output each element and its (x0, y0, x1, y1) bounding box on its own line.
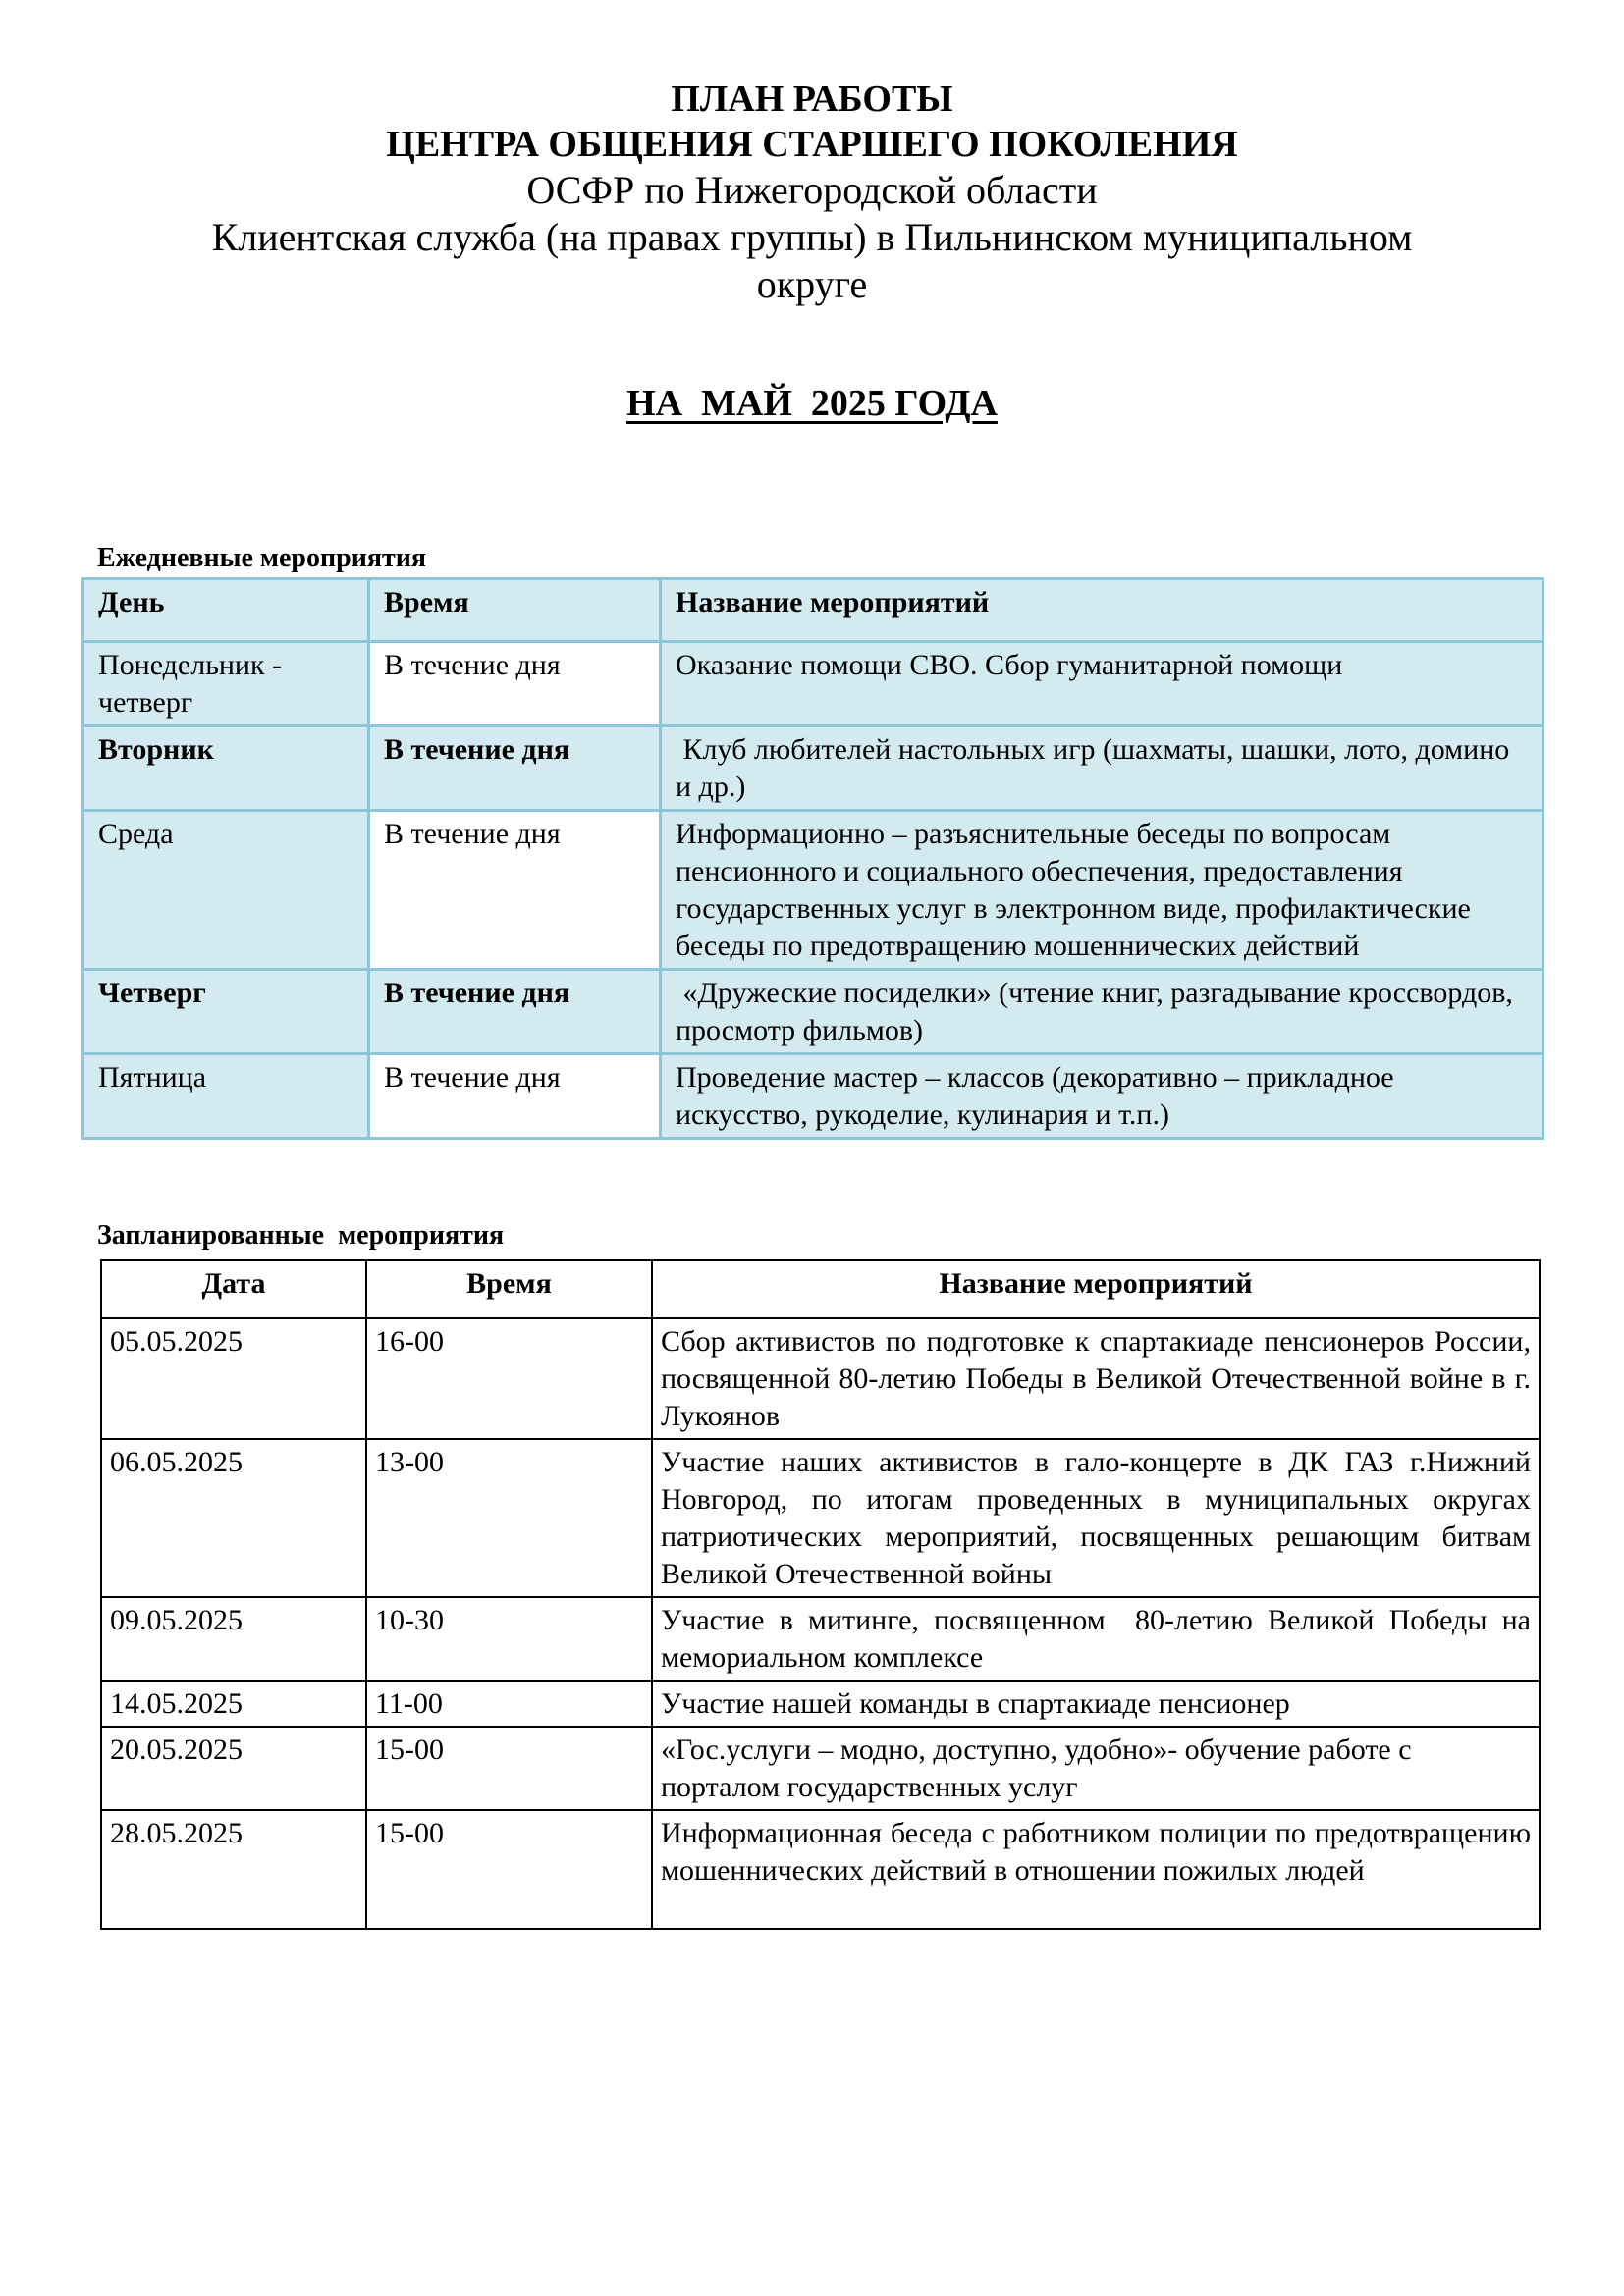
day-cell: Четверг (83, 970, 369, 1054)
table-row (83, 726, 1543, 811)
table-row (101, 1727, 1540, 1810)
day-cell: Вторник (83, 726, 369, 811)
column-header-time: Время (369, 579, 661, 642)
date-cell: 20.05.2025 (101, 1727, 366, 1810)
table-row (83, 1054, 1543, 1139)
planned-section-title: Запланированные мероприятия (97, 1220, 505, 1251)
title-line-1: ПЛАН РАБОТЫ (671, 79, 953, 120)
column-header-date: Дата (101, 1260, 366, 1318)
date-cell: 06.05.2025 (101, 1439, 366, 1597)
table-row (83, 811, 1543, 970)
event-name-cell: Информационная беседа с работником полиции по предотвращению мошеннических действий в отношении пожилых людей (652, 1810, 1540, 1929)
event-name-cell: Сбор активистов по подготовке к спартакиаде пенсионеров России, посвященной 80-летию Победы в Великой Отечественной войне в г. Лукоянов (652, 1318, 1540, 1439)
column-header-day: День (83, 579, 369, 642)
subtitle-organization: ОСФР по Нижегородской области (526, 168, 1098, 212)
time-cell: 11-00 (366, 1681, 652, 1727)
date-cell: 05.05.2025 (101, 1318, 366, 1439)
event-name-cell: «Гос.услуги – модно, доступно, удобно»- обучение работе с порталом государственных услуг (652, 1727, 1540, 1810)
planned-events-table (100, 1259, 1541, 1930)
event-name-cell: Проведение мастер – классов (декоративно – прикладное искусство, рукоделие, кулинария и т.п.) (661, 1054, 1543, 1139)
table-row (83, 642, 1543, 726)
time-cell: В течение дня (369, 1054, 661, 1139)
time-cell: 15-00 (366, 1727, 652, 1810)
table-row (101, 1597, 1540, 1681)
event-name-cell: Участие в митинге, посвященном 80-летию Великой Победы на мемориальном комплексе (652, 1597, 1540, 1681)
table-row (101, 1810, 1540, 1929)
table-row (101, 1681, 1540, 1727)
day-cell: Среда (83, 811, 369, 970)
column-header-event-name: Название мероприятий (661, 579, 1543, 642)
time-cell: 16-00 (366, 1318, 652, 1439)
time-cell: В течение дня (369, 726, 661, 811)
date-cell: 09.05.2025 (101, 1597, 366, 1681)
time-cell: В течение дня (369, 970, 661, 1054)
time-cell: В течение дня (369, 642, 661, 726)
event-name-cell: Участие нашей команды в спартакиаде пенсионер (652, 1681, 1540, 1727)
table-row (101, 1318, 1540, 1439)
day-cell: Пятница (83, 1054, 369, 1139)
date-cell: 28.05.2025 (101, 1810, 366, 1929)
date-cell: 14.05.2025 (101, 1681, 366, 1727)
column-header-event-name: Название мероприятий (652, 1260, 1540, 1318)
plan-period (0, 381, 1624, 426)
plan-period-text: НА МАЙ 2025 ГОДА (626, 383, 998, 424)
time-cell: 10-30 (366, 1597, 652, 1681)
event-name-cell: «Дружеские посиделки» (чтение книг, разгадывание кроссвордов, просмотр фильмов) (661, 970, 1543, 1054)
event-name-cell: Информационно – разъяснительные беседы по вопросам пенсионного и социального обеспечения, предоставления государственных услуг в электронном виде, профилактические беседы по предотвращению мошеннических действий (661, 811, 1543, 970)
time-cell: 15-00 (366, 1810, 652, 1929)
table-header-row (83, 579, 1543, 642)
title-line-2: ЦЕНТРА ОБЩЕНИЯ СТАРШЕГО ПОКОЛЕНИЯ (386, 124, 1238, 165)
daily-events-table (81, 577, 1544, 1140)
table-row (101, 1439, 1540, 1597)
day-cell: Понедельник - четверг (83, 642, 369, 726)
column-header-time: Время (366, 1260, 652, 1318)
table-row (83, 970, 1543, 1054)
document-header (88, 77, 1536, 308)
event-name-cell: Клуб любителей настольных игр (шахматы, шашки, лото, домино и др.) (661, 726, 1543, 811)
daily-section-title: Ежедневные мероприятия (97, 543, 427, 573)
subtitle-service: Клиентская служба (на правах группы) в Пильнинском муниципальном округе (211, 215, 1413, 306)
event-name-cell: Участие наших активистов в гало-концерте в ДК ГАЗ г.Нижний Новгород, по итогам проведенных в муниципальных округах патриотических мероприятий, посвященных решающим битвам Великой Отечественной войны (652, 1439, 1540, 1597)
table-header-row (101, 1260, 1540, 1318)
event-name-cell: Оказание помощи СВО. Сбор гуманитарной помощи (661, 642, 1543, 726)
time-cell: 13-00 (366, 1439, 652, 1597)
time-cell: В течение дня (369, 811, 661, 970)
